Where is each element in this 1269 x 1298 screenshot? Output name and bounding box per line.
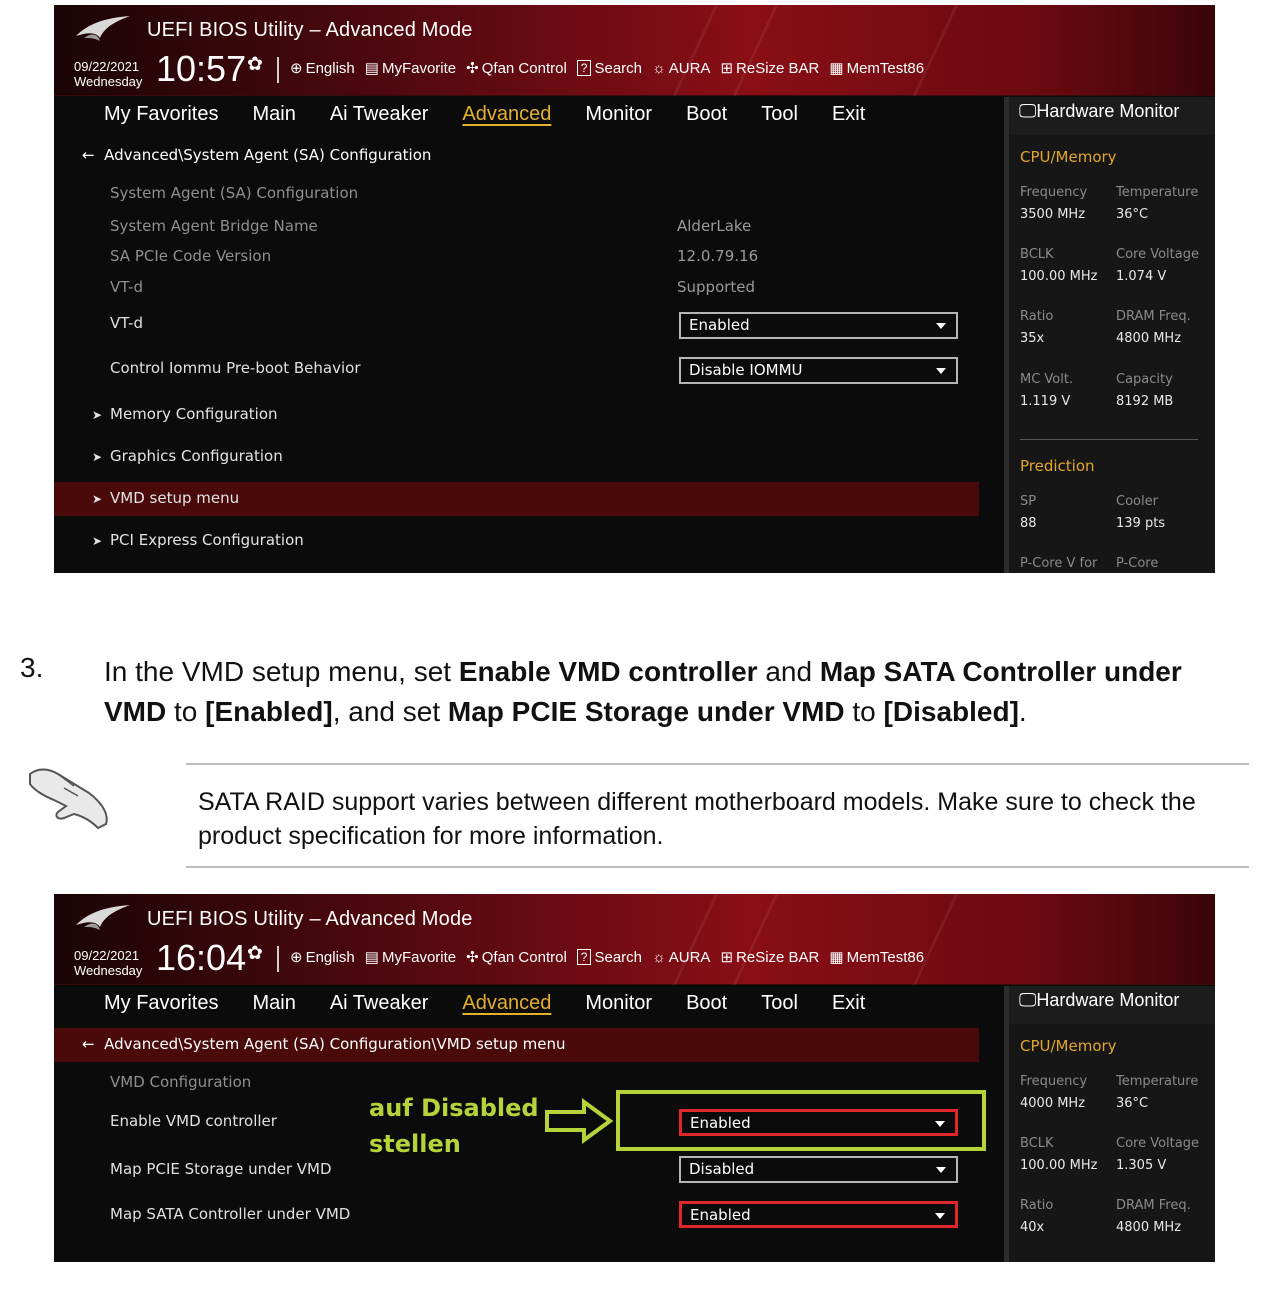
breadcrumb[interactable]: ← Advanced\System Agent (SA) Configuration xyxy=(82,146,432,164)
resize-bar-icon: ⊞ xyxy=(720,949,734,966)
tab-my-favorites[interactable]: My Favorites xyxy=(104,103,219,125)
map-sata-select[interactable]: Enabled xyxy=(679,1201,958,1228)
map-pcie-label: Map PCIE Storage under VMD xyxy=(110,1160,332,1178)
hw-divider xyxy=(1020,439,1198,440)
favorite-icon: ▤ xyxy=(364,949,379,966)
chevron-down-icon xyxy=(935,1213,945,1219)
memtest-icon: ▦ xyxy=(829,60,844,77)
section-heading: System Agent (SA) Configuration xyxy=(110,184,359,202)
tab-boot[interactable]: Boot xyxy=(686,992,728,1014)
hw-frequency: Frequency 3500 MHz xyxy=(1020,185,1088,222)
rog-logo-icon xyxy=(74,14,132,44)
tab-main[interactable]: Main xyxy=(252,992,296,1014)
help-icon: ? xyxy=(577,60,592,76)
bios-toolbar xyxy=(290,59,924,77)
chevron-right-icon: ➤ xyxy=(92,408,103,422)
vtd-label: VT-d xyxy=(110,314,143,332)
bios-title: UEFI BIOS Utility – Advanced Mode xyxy=(147,19,473,41)
chevron-right-icon: ➤ xyxy=(92,492,103,506)
hardware-monitor-header: 🖵Hardware Monitor xyxy=(1004,97,1215,135)
breadcrumb[interactable]: ← Advanced\System Agent (SA) Configuration\VMD setup menu xyxy=(54,1028,979,1062)
hw-mc-volt: MC Volt. 1.119 V xyxy=(1020,372,1074,409)
submenu-graphics[interactable]: ➤ Graphics Configuration xyxy=(92,447,283,465)
resize-bar-icon: ⊞ xyxy=(720,60,734,77)
tab-monitor[interactable]: Monitor xyxy=(585,992,653,1014)
bios-screenshot-bottom xyxy=(54,894,1215,1262)
aura-icon: ☼ xyxy=(652,948,666,966)
toolbar-search[interactable]: ? Search xyxy=(577,59,642,77)
submenu-memory[interactable]: ➤ Memory Configuration xyxy=(92,405,278,423)
bios-tab-bar xyxy=(54,97,1004,135)
vtd-select[interactable]: Enabled xyxy=(679,312,958,339)
vmd-section-heading: VMD Configuration xyxy=(110,1073,252,1091)
toolbar-qfan[interactable]: ✣ Qfan Control xyxy=(466,59,567,77)
bios-clock: 10:57 xyxy=(156,48,247,89)
vtd-support-label: VT-d xyxy=(110,278,143,296)
favorite-icon: ▤ xyxy=(364,60,379,77)
toolbar-aura[interactable]: ☼ AURA xyxy=(652,948,711,966)
chevron-down-icon xyxy=(936,368,946,374)
hw-bclk: BCLK 100.00 MHz xyxy=(1020,247,1098,284)
toolbar-resize-bar[interactable]: ⊞ ReSize BAR xyxy=(720,59,820,77)
toolbar-qfan[interactable]: ✣ Qfan Control xyxy=(466,948,567,966)
submenu-vmd[interactable]: ➤ VMD setup menu xyxy=(54,482,979,516)
tab-main[interactable]: Main xyxy=(252,103,296,125)
hw-ratio: Ratio 40x xyxy=(1020,1198,1054,1235)
back-arrow-icon[interactable]: ← xyxy=(82,146,105,164)
hardware-monitor-panel xyxy=(1004,1024,1215,1262)
hw-core-voltage: Core Voltage 1.305 V xyxy=(1116,1136,1199,1173)
bios-clock: 16:04 xyxy=(156,937,247,978)
hw-sp: SP 88 xyxy=(1020,494,1037,531)
note-hand-icon xyxy=(24,760,114,832)
annotation-line2: stellen xyxy=(369,1130,461,1158)
cpu-memory-heading: CPU/Memory xyxy=(1020,148,1117,166)
hw-frequency: Frequency 4000 MHz xyxy=(1020,1074,1088,1111)
memtest-icon: ▦ xyxy=(829,949,844,966)
hw-bclk: BCLK 100.00 MHz xyxy=(1020,1136,1098,1173)
tab-advanced[interactable]: Advanced xyxy=(462,992,552,1014)
chevron-down-icon xyxy=(936,323,946,329)
annotation-arrow-icon xyxy=(544,1098,614,1144)
tab-monitor[interactable]: Monitor xyxy=(585,103,653,125)
monitor-icon: 🖵 xyxy=(1019,990,1037,1010)
tab-exit[interactable]: Exit xyxy=(831,103,866,125)
bios-toolbar xyxy=(290,948,924,966)
annotation-line1: auf Disabled xyxy=(369,1094,539,1122)
chevron-right-icon: ➤ xyxy=(92,534,103,548)
tab-boot[interactable]: Boot xyxy=(686,103,728,125)
chevron-right-icon: ➤ xyxy=(92,450,103,464)
map-sata-label: Map SATA Controller under VMD xyxy=(110,1205,351,1223)
hw-dram-freq: DRAM Freq. 4800 MHz xyxy=(1116,1198,1191,1235)
bios-date: 09/22/2021 Wednesday xyxy=(74,948,143,978)
vtd-support-value: Supported xyxy=(677,278,756,296)
hw-temperature: Temperature 36°C xyxy=(1116,185,1199,222)
submenu-pci-express[interactable]: ➤ PCI Express Configuration xyxy=(92,531,304,549)
rog-logo-icon xyxy=(74,903,132,933)
annotation-highlight-box xyxy=(616,1090,986,1151)
gear-icon[interactable]: ✿ xyxy=(247,53,263,75)
hw-cooler: Cooler 139 pts xyxy=(1116,494,1166,531)
bridge-name-label: System Agent Bridge Name xyxy=(110,217,318,235)
prediction-heading: Prediction xyxy=(1020,457,1095,475)
hw-pcore-v: P-Core V for xyxy=(1020,556,1098,571)
toolbar-resize-bar[interactable]: ⊞ ReSize BAR xyxy=(720,948,820,966)
toolbar-aura[interactable]: ☼ AURA xyxy=(652,59,711,77)
step-number: 3. xyxy=(20,652,44,683)
bios-title: UEFI BIOS Utility – Advanced Mode xyxy=(147,908,473,930)
globe-icon: ⊕ xyxy=(290,60,303,77)
hardware-monitor-header: 🖵Hardware Monitor xyxy=(1004,986,1215,1024)
gear-icon[interactable]: ✿ xyxy=(247,942,263,964)
bios-screenshot-top xyxy=(54,5,1215,573)
bridge-name-value: AlderLake xyxy=(677,217,752,235)
back-arrow-icon[interactable]: ← xyxy=(82,1035,105,1053)
toolbar-english[interactable]: ⊕ English xyxy=(290,59,355,77)
fan-icon: ✣ xyxy=(466,949,479,966)
toolbar-myfavorite[interactable]: ▤ MyFavorite xyxy=(364,59,457,77)
toolbar-english[interactable]: ⊕ English xyxy=(290,948,355,966)
pcie-code-label: SA PCIe Code Version xyxy=(110,247,272,265)
toolbar-memtest[interactable]: ▦ MemTest86 xyxy=(829,59,925,77)
help-icon: ? xyxy=(577,949,592,965)
hw-core-voltage: Core Voltage 1.074 V xyxy=(1116,247,1199,284)
bios-date: 09/22/2021 Wednesday xyxy=(74,59,143,89)
hw-ratio: Ratio 35x xyxy=(1020,309,1054,346)
toolbar-divider xyxy=(277,57,279,83)
hw-pcore: P-Core xyxy=(1116,556,1159,571)
vmd-controller-label: Enable VMD controller xyxy=(110,1112,277,1130)
fan-icon: ✣ xyxy=(466,60,479,77)
bios-tab-bar xyxy=(54,986,1004,1024)
tab-tool[interactable]: Tool xyxy=(761,103,798,125)
toolbar-search[interactable]: ? Search xyxy=(577,948,642,966)
hw-capacity: Capacity 8192 MB xyxy=(1116,372,1174,409)
hw-dram-freq: DRAM Freq. 4800 MHz xyxy=(1116,309,1191,346)
toolbar-memtest[interactable]: ▦ MemTest86 xyxy=(829,948,925,966)
toolbar-myfavorite[interactable]: ▤ MyFavorite xyxy=(364,948,457,966)
tab-tool[interactable]: Tool xyxy=(761,992,798,1014)
chevron-down-icon xyxy=(936,1167,946,1173)
bios-header xyxy=(54,894,1215,985)
hardware-monitor-panel xyxy=(1004,135,1215,573)
iommu-select[interactable]: Disable IOMMU xyxy=(679,357,958,384)
iommu-label: Control Iommu Pre-boot Behavior xyxy=(110,359,361,377)
tab-exit[interactable]: Exit xyxy=(831,992,866,1014)
map-pcie-select[interactable]: Disabled xyxy=(679,1156,958,1183)
aura-icon: ☼ xyxy=(652,59,666,77)
tab-my-favorites[interactable]: My Favorites xyxy=(104,992,219,1014)
globe-icon: ⊕ xyxy=(290,949,303,966)
bios-header xyxy=(54,5,1215,96)
pcie-code-value: 12.0.79.16 xyxy=(677,247,759,265)
note-text: SATA RAID support varies between different motherboard models. Make sure to check the product specification for more information. xyxy=(198,788,1196,850)
toolbar-divider xyxy=(277,946,279,972)
tab-advanced[interactable]: Advanced xyxy=(462,103,552,125)
cpu-memory-heading: CPU/Memory xyxy=(1020,1037,1117,1055)
tab-ai-tweaker[interactable]: Ai Tweaker xyxy=(329,992,429,1014)
tab-ai-tweaker[interactable]: Ai Tweaker xyxy=(329,103,429,125)
step-instruction: In the VMD setup menu, set Enable VMD controller and Map SATA Controller under VMD to [Enabled], and set Map PCIE Storage under VMD to [Disabled]. xyxy=(104,656,1182,727)
hw-temperature: Temperature 36°C xyxy=(1116,1074,1199,1111)
vmd-controller-select[interactable]: Enabled xyxy=(679,1109,958,1136)
monitor-icon: 🖵 xyxy=(1019,101,1037,121)
